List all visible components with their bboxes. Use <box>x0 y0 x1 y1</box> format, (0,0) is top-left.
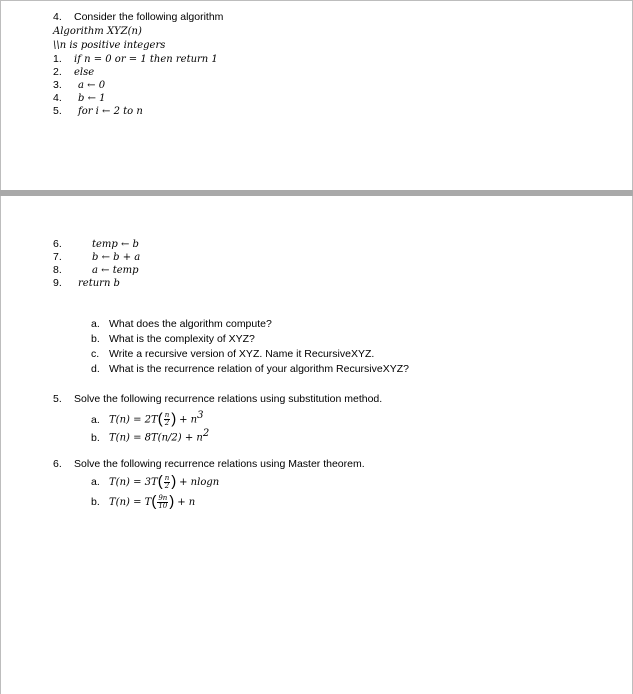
algorithm-header: Algorithm XYZ(n) <box>53 26 142 37</box>
subquestion-label: b. <box>91 333 100 345</box>
question-5-heading <box>53 393 382 406</box>
left-paren: ( <box>157 410 163 428</box>
line-number: 2. <box>53 66 62 78</box>
right-paren: ) <box>171 473 177 491</box>
equation-rest: + n <box>179 414 198 426</box>
line-code: else <box>74 67 95 78</box>
subquestion-label: b. <box>91 496 100 508</box>
document-page-1 <box>0 0 633 191</box>
equation-lhs: T(n) = T <box>109 497 152 508</box>
left-paren: ( <box>151 493 157 511</box>
right-paren: ) <box>171 410 177 428</box>
line-number: 9. <box>53 277 62 289</box>
fraction-denominator: 10 <box>158 501 168 510</box>
equation-rest: + n <box>177 497 196 508</box>
subquestion-text: What is the complexity of XYZ? <box>109 333 255 345</box>
question-number: 4. <box>53 11 62 23</box>
line-number: 5. <box>53 105 62 117</box>
exponent: 2 <box>202 428 210 439</box>
algorithm-line <box>53 105 143 118</box>
document-page-2 <box>0 196 633 694</box>
question-title: Solve the following recurrence relations using Master theorem. <box>74 458 365 470</box>
exponent: 3 <box>197 410 204 421</box>
subquestion-label: b. <box>91 431 100 444</box>
fraction <box>164 412 171 427</box>
fraction-denominator: 2 <box>164 419 170 428</box>
fraction <box>157 495 168 510</box>
equation-6a <box>91 474 219 490</box>
left-paren: ( <box>157 473 163 491</box>
subquestion-text: What is the recurrence relation of your algorithm RecursiveXYZ? <box>109 363 409 375</box>
algorithm-line <box>53 251 140 264</box>
fraction-numerator: 9n <box>158 493 168 502</box>
algorithm-line <box>53 53 218 66</box>
question-number: 6. <box>53 458 62 470</box>
algorithm-line <box>53 238 139 251</box>
equation-lhs: T(n) = 2T <box>109 414 158 426</box>
line-number: 6. <box>53 238 62 250</box>
fraction-numerator: n <box>164 411 170 420</box>
question-title: Consider the following algorithm <box>74 11 224 23</box>
algorithm-comment: \\n is positive integers <box>53 40 166 51</box>
question-4-heading <box>53 11 223 24</box>
subquestion-label: c. <box>91 348 100 360</box>
equation-rest: + nlogn <box>179 477 220 488</box>
algorithm-line <box>53 92 106 105</box>
line-number: 1. <box>53 53 62 65</box>
subquestion <box>91 348 374 361</box>
line-number: 3. <box>53 79 62 91</box>
question-number: 5. <box>53 393 62 405</box>
line-code: return b <box>78 278 120 289</box>
line-code: b ← 1 <box>78 93 106 104</box>
algorithm-line <box>53 277 120 290</box>
line-code: a ← 0 <box>78 80 106 91</box>
equation-lhs: T(n) = 3T <box>109 477 158 488</box>
line-code: b ← b + a <box>92 252 141 263</box>
fraction-denominator: 2 <box>164 481 170 490</box>
line-code: temp ← b <box>92 239 139 250</box>
question-title: Solve the following recurrence relations using substitution method. <box>74 393 383 405</box>
right-paren: ) <box>169 493 175 511</box>
subquestion-text: What does the algorithm compute? <box>109 318 272 330</box>
subquestion-label: a. <box>91 476 100 488</box>
algorithm-line <box>53 79 105 92</box>
equation-6b <box>91 494 195 510</box>
question-6-heading <box>53 458 365 471</box>
fraction <box>164 475 171 490</box>
subquestion <box>91 363 409 376</box>
subquestion <box>91 333 255 346</box>
line-number: 8. <box>53 264 62 276</box>
equation-5a <box>91 408 204 428</box>
fraction-numerator: n <box>164 473 170 482</box>
subquestion-label: d. <box>91 363 100 375</box>
equation-lhs: T(n) = 8T(n/2) + n <box>109 432 203 444</box>
algorithm-line <box>53 264 139 277</box>
subquestion <box>91 318 272 331</box>
algorithm-line <box>53 66 94 79</box>
line-code: if n = 0 or = 1 then return 1 <box>74 54 218 65</box>
subquestion-label: a. <box>91 413 100 426</box>
line-code: for i ← 2 to n <box>78 106 143 117</box>
line-number: 7. <box>53 251 62 263</box>
line-code: a ← temp <box>92 265 139 276</box>
equation-5b <box>91 427 209 445</box>
line-number: 4. <box>53 92 62 104</box>
subquestion-text: Write a recursive version of XYZ. Name it RecursiveXYZ. <box>109 348 375 360</box>
subquestion-label: a. <box>91 318 100 330</box>
